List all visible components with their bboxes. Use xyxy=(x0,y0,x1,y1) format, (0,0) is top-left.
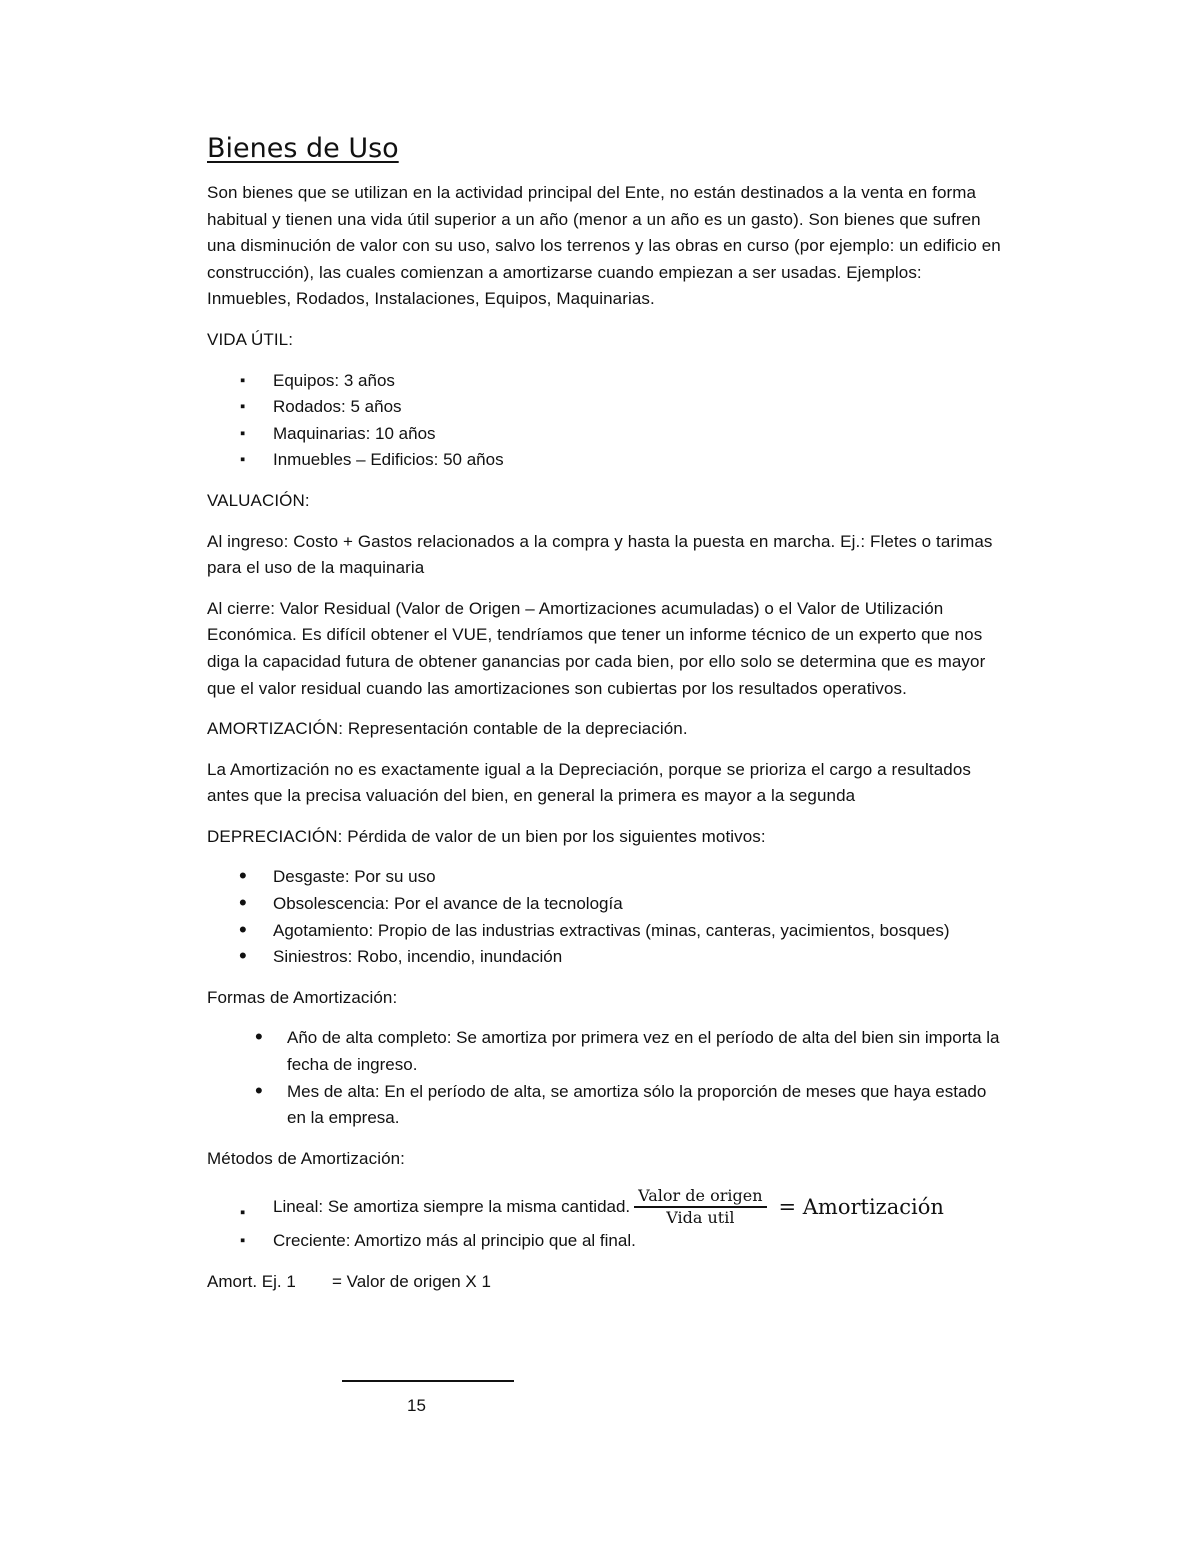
square-bullet-icon: ▪ xyxy=(240,424,246,442)
list-item: • Agotamiento: Propio de las industrias extractivas (minas, canteras, yacimientos, bosques) xyxy=(239,916,950,942)
round-bullet-icon: • xyxy=(239,916,247,942)
example-formula: = Valor de origen X 1 xyxy=(332,1271,491,1291)
list-item: • Año de alta completo: Se amortiza por primera vez en el período de alta del bien sin importa la fecha de ingreso. xyxy=(255,1024,1000,1075)
vida-util-heading: VIDA ÚTIL: xyxy=(207,329,294,349)
list-item: ▪ Maquinarias: 10 años xyxy=(207,421,1007,448)
valuacion-ingreso: Al ingreso: Costo + Gastos relacionados a la compra y hasta la puesta en marcha. Ej.: Fletes o tarimas para el uso de la maquinaria xyxy=(207,531,993,578)
example-row xyxy=(207,1269,1007,1296)
list-item: • Mes de alta: En el período de alta, se amortiza sólo la proporción de meses que haya estado en la empresa. xyxy=(255,1077,987,1128)
list-item: ▪ Inmuebles – Edificios: 50 años xyxy=(207,447,1007,474)
fraction-denominator: Vida util xyxy=(666,1207,735,1227)
square-bullet-icon: ▪ xyxy=(240,371,246,389)
page-title: Bienes de Uso xyxy=(207,133,399,164)
metodos-heading: Métodos de Amortización: xyxy=(207,1148,405,1168)
example-label: Amort. Ej. 1 xyxy=(207,1271,296,1291)
list-item: • Obsolescencia: Por el avance de la tecnología xyxy=(239,890,623,916)
amortizacion-vs-depreciacion: La Amortización no es exactamente igual a la Depreciación, porque se prioriza el cargo a resultados antes que la precisa valuación del bien, en general la primera es mayor a la segunda xyxy=(207,759,971,806)
formas-heading: Formas de Amortización: xyxy=(207,987,398,1007)
list-item-creciente: ▪ Creciente: Amortizo más al principio que al final. xyxy=(207,1228,1007,1255)
list-item: ▪ Rodados: 5 años xyxy=(207,394,1007,421)
round-bullet-icon: • xyxy=(255,1024,263,1050)
list-item: • Siniestros: Robo, incendio, inundación xyxy=(239,943,563,969)
valuacion-cierre: Al cierre: Valor Residual (Valor de Origen – Amortizaciones acumuladas) o el Valor de Utilización Económica. Es difícil obtener el VUE, tendríamos que tener un informe técnico de un experto que nos diga la capacidad futura de obtener ganancias por cada bien, por ello solo se determina que es mayor que el valor residual cuando las amortizaciones son cubiertas por los resultados operativos. xyxy=(207,598,986,698)
lineal-formula-row: Lineal: Se amortiza siempre la misma cantidad. $\frac{\text{Valor de origen}}{\text{Vida util}}$ = Amortización xyxy=(273,1186,944,1227)
valuacion-heading: VALUACIÓN: xyxy=(207,490,310,510)
square-bullet-icon: ▪ xyxy=(240,398,246,416)
depreciacion-list xyxy=(207,864,1007,970)
amortizacion-definition: AMORTIZACIÓN: Representación contable de la depreciación. xyxy=(207,719,688,739)
intro-paragraph: Son bienes que se utilizan en la actividad principal del Ente, no están destinados a la venta en forma habitual y tienen una vida útil superior a un año (menor a un año es un gasto). Son bienes que sufren una disminución de valor con su uso, salvo los terrenos y las obras en curso (por ejemplo: un edificio en construcción), las cuales comienzan a amortizarse cuando empiezan a ser usadas. Ejemplos: Inmuebles, Rodados, Instalaciones, Equipos, Maquinarias. xyxy=(207,183,1001,309)
document-page xyxy=(207,132,1007,1415)
list-item-lineal xyxy=(207,1186,1007,1228)
round-bullet-icon: • xyxy=(255,1077,263,1103)
depreciacion-heading: DEPRECIACIÓN: Pérdida de valor de un bien por los siguientes motivos: xyxy=(207,826,766,846)
metodos-list xyxy=(207,1186,1007,1254)
list-item: • Desgaste: Por su uso xyxy=(239,863,436,889)
fraction-numerator: Valor de origen xyxy=(638,1186,763,1206)
round-bullet-icon: • xyxy=(239,863,247,889)
square-bullet-icon: ▪ xyxy=(240,451,246,469)
square-bullet-icon: ▪ xyxy=(240,1204,246,1222)
round-bullet-icon: • xyxy=(239,943,247,969)
equals-amortizacion: = Amortización xyxy=(778,1194,944,1219)
round-bullet-icon: • xyxy=(239,890,247,916)
fraction-line xyxy=(342,1380,514,1382)
fraction xyxy=(634,1186,766,1228)
vida-util-list xyxy=(207,368,1007,474)
list-item: ▪ Equipos: 3 años xyxy=(207,368,1007,395)
formas-list xyxy=(207,1025,1007,1131)
square-bullet-icon: ▪ xyxy=(240,1231,246,1249)
page-number: 15 xyxy=(407,1396,426,1415)
